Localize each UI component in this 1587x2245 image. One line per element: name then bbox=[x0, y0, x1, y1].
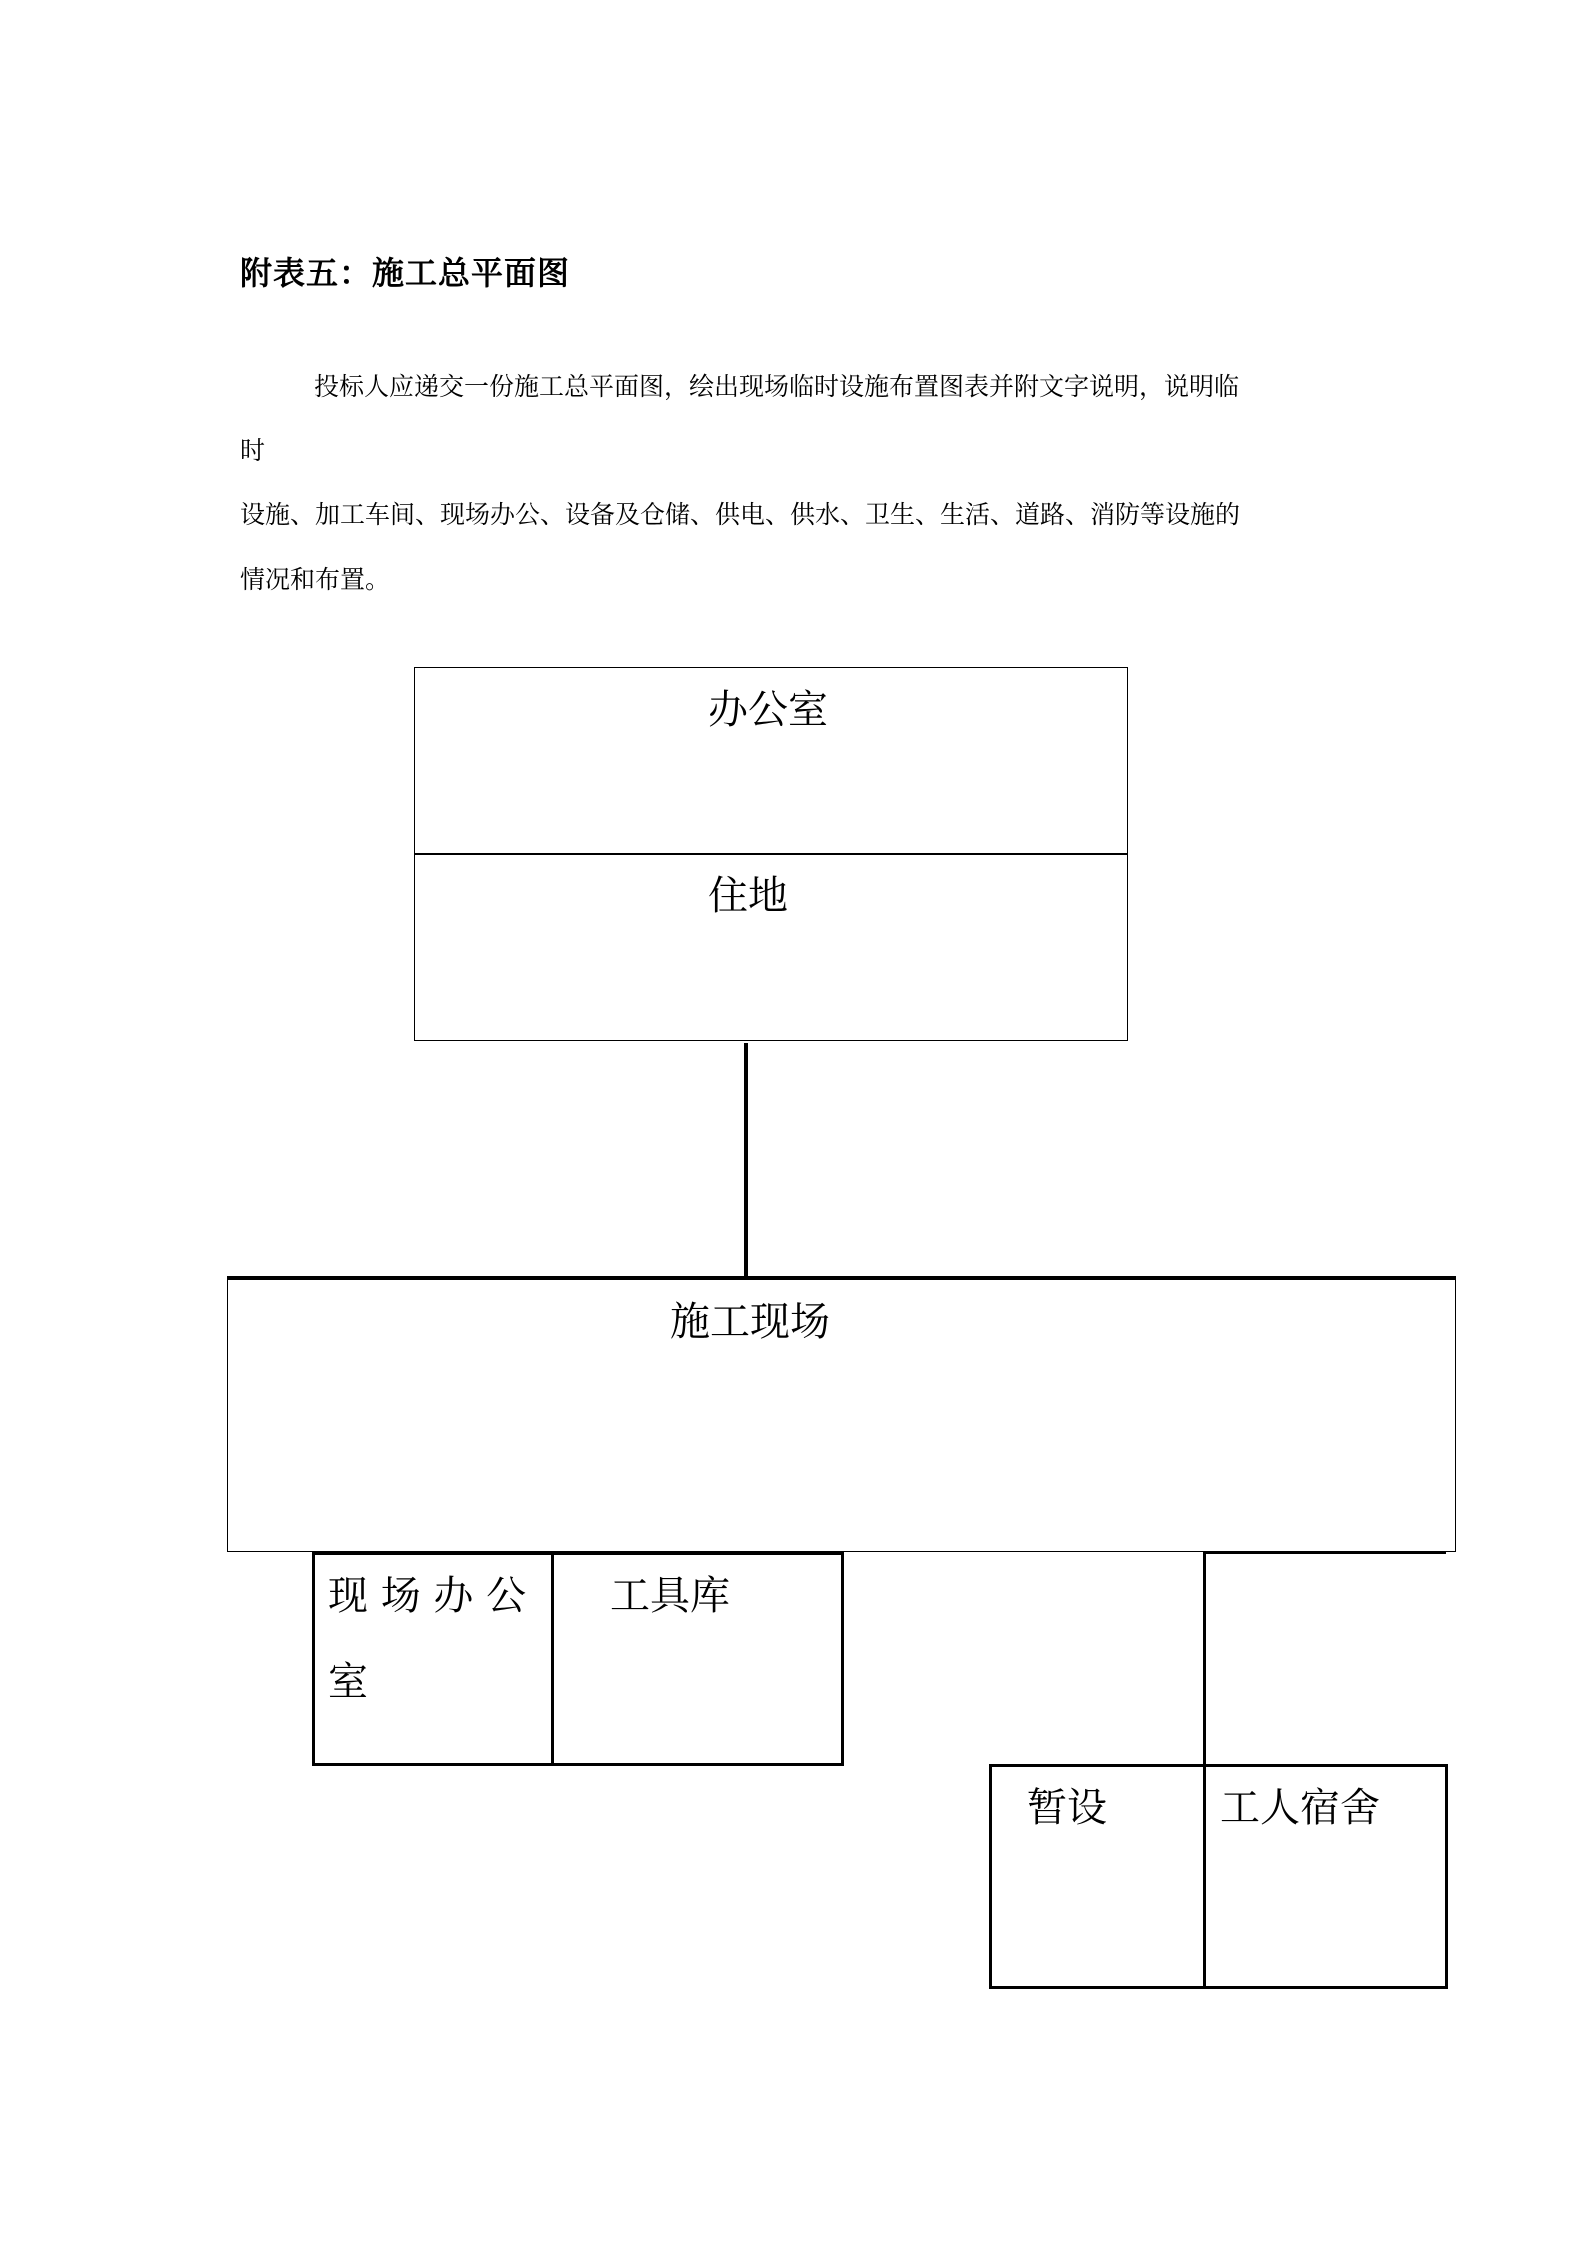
temp-dormitory-divider bbox=[1203, 1764, 1206, 1989]
paragraph-line-2: 时 bbox=[240, 436, 266, 465]
right-branch-vertical bbox=[1203, 1551, 1206, 1766]
worker-dormitory-label: 工人宿舍 bbox=[1220, 1785, 1380, 1831]
paragraph-line-3: 设施、加工车间、现场办公、设备及仓储、供电、供水、卫生、生活、道路、消防等设施的 bbox=[240, 500, 1241, 529]
office-label: 办公室 bbox=[708, 687, 828, 733]
page-title: 附表五：施工总平面图 bbox=[240, 254, 571, 292]
site-office-label-line2: 室 bbox=[328, 1659, 368, 1705]
paragraph-line-1: 投标人应递交一份施工总平面图，绘出现场临时设施布置图表并附文字说明，说明临 bbox=[314, 372, 1240, 401]
tool-storage-label: 工具库 bbox=[610, 1573, 730, 1619]
paragraph-line-4: 情况和布置。 bbox=[240, 565, 391, 594]
site-office-label-line1: 现 场 办 公 bbox=[328, 1573, 527, 1619]
office-residence-divider bbox=[414, 853, 1128, 855]
residence-label: 住地 bbox=[708, 873, 788, 919]
connector-residence-site bbox=[744, 1043, 748, 1277]
construction-site-block bbox=[227, 1277, 1456, 1552]
site-office-tool-divider bbox=[551, 1552, 554, 1766]
temporary-label: 暂设 bbox=[1027, 1785, 1107, 1831]
construction-site-label: 施工现场 bbox=[670, 1299, 830, 1345]
construction-site-top-edge bbox=[227, 1276, 1456, 1280]
right-branch-top bbox=[1203, 1551, 1446, 1554]
